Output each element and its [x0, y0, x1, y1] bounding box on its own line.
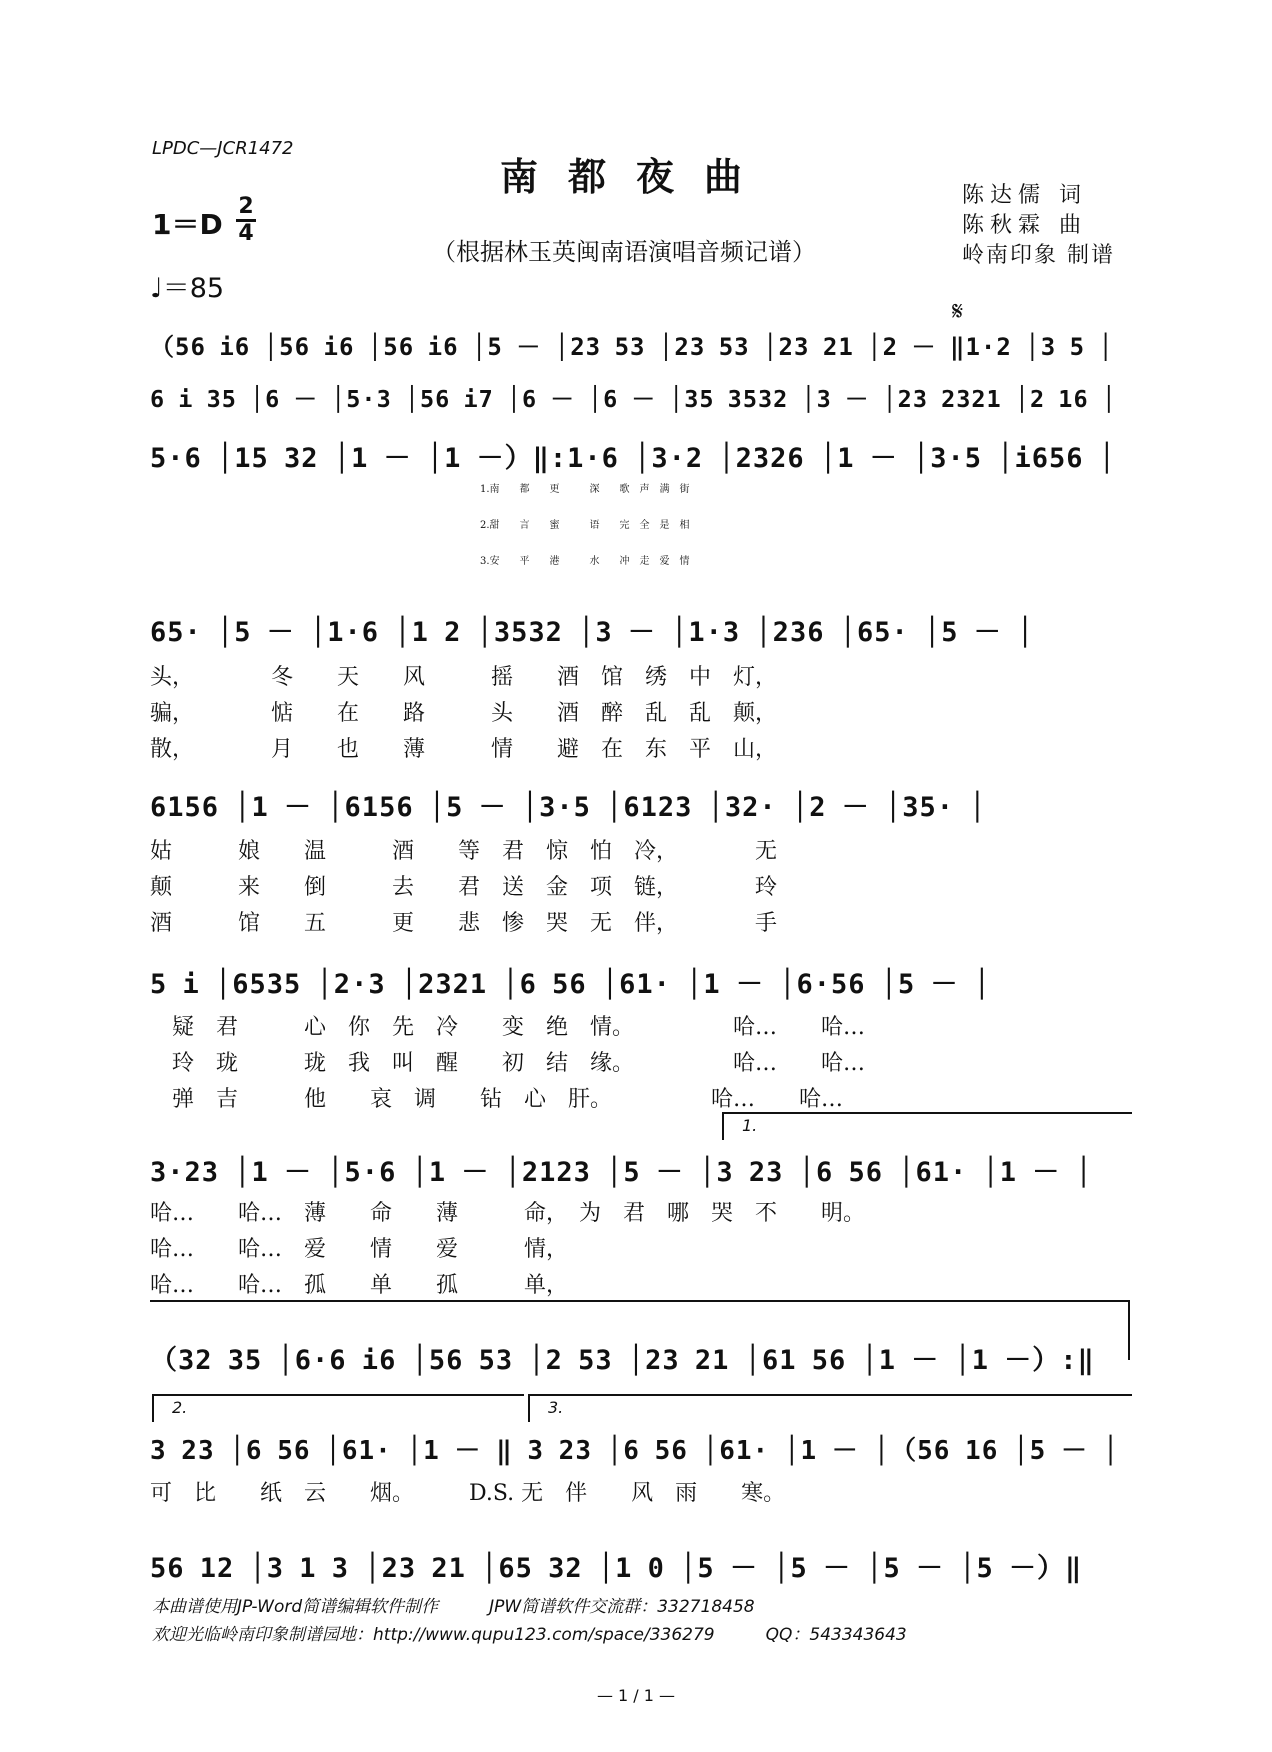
score-line-9: 3 23 │6 56 │61· │1 － ‖ 3 23 │6 56 │61· │1 － │（56 16 │5 － │	[150, 1436, 1120, 1466]
lyric-verse3-line4: 弹 吉 他 哀 调 钻 心 肝。 哈… 哈…	[150, 1087, 844, 1112]
score-line-8: （32 35 │6·6 i6 │56 53 │2 53 │23 21 │61 56 │1 － │1 －）:‖	[150, 1345, 1095, 1376]
segno-sign: 𝄋	[952, 297, 964, 327]
score-line-3: 5·6 │15 32 │1 － │1 －）‖:1·6 │3·2 │2326 │1 － │3·5 │i656 │	[150, 443, 1117, 474]
score-line-4: 65· │5 － │1·6 │1 2 │3532 │3 － │1·3 │236 │65· │5 － │	[150, 617, 1035, 648]
volta-first-ending	[722, 1112, 1132, 1140]
lyric-ending: 可 比 纸 云 烟。 D.S. 无 伴 风 雨 寒。	[150, 1481, 786, 1506]
page-number: — 1 / 1 —	[596, 1686, 676, 1705]
score-line-5: 6156 │1 － │6156 │5 － │3·5 │6123 │32· │2 － │35· │	[150, 792, 987, 823]
volta-first-label: 1.	[742, 1116, 758, 1135]
score-line-2: 6 i 35 │6 － │5·3 │56 i7 │6 － │6 － │35 3532 │3 － │23 2321 │2 16 │	[150, 385, 1117, 413]
score-line-7: 3·23 │1 － │5·6 │1 － │2123 │5 － │3 23 │6 56 │61· │1 － │	[150, 1157, 1093, 1188]
volta-second-ending	[152, 1394, 524, 1422]
lyric-verse2-line5: 哈… 哈… 爱 情 爱 情，	[150, 1237, 569, 1262]
score-line-1: （56 i6 │56 i6 │56 i6 │5 － │23 53 │23 53 │23 21 │2 － ‖1·2 │3 5 │	[150, 333, 1114, 361]
tempo-marking: ♩＝85	[150, 273, 225, 304]
lyric-verse2-line4: 玲 珑 珑 我 叫 醒 初 结 缘。 哈… 哈…	[150, 1051, 866, 1076]
lyric-verse2-line1: 2.甜 言 蜜 语 完 全 是 相	[480, 520, 690, 531]
lyricist-credit: 陈达儒 词	[962, 183, 1087, 208]
lyric-verse1-line4: 疑 君 心 你 先 冷 变 绝 情。 哈… 哈…	[150, 1015, 866, 1040]
lyric-verse3-line1: 3.安 平 港 水 冲 走 爱 情	[480, 556, 690, 567]
time-signature-top: 2	[238, 194, 254, 219]
volta-third-ending	[528, 1394, 1132, 1422]
song-title: 南都夜曲	[499, 154, 772, 199]
volta-third-label: 3.	[548, 1398, 564, 1417]
score-line-6: 5 i │6535 │2·3 │2321 │6 56 │61· │1 － │6·56 │5 － │	[150, 969, 992, 1000]
arranger-credit: 岭南印象 制谱	[962, 243, 1115, 268]
lyric-verse1-line5: 哈… 哈… 薄 命 薄 命， 为 君 哪 哭 不 明。	[150, 1201, 866, 1226]
score-line-10: 56 12 │3 1 3 │23 21 │65 32 │1 0 │5 － │5 － │5 － │5 －）‖	[150, 1553, 1083, 1584]
lyric-verse1-line1: 1.南 都 更 深 歌 声 满 街	[480, 484, 690, 495]
lyric-verse3-line3: 酒 馆 五 更 悲 惨 哭 无 伴， 手	[150, 911, 778, 936]
lyric-verse1-line2: 头， 冬 天 风 摇 酒 馆 绣 中 灯，	[150, 665, 778, 690]
subtitle: （根据林玉英闽南语演唱音频记谱）	[432, 238, 816, 266]
volta-second-label: 2.	[172, 1398, 188, 1417]
lyric-verse2-line2: 骗， 惦 在 路 头 酒 醉 乱 乱 颠，	[150, 701, 778, 726]
time-signature-bottom: 4	[238, 221, 254, 246]
lyric-verse1-line3: 姑 娘 温 酒 等 君 惊 怕 冷， 无	[150, 839, 778, 864]
composer-credit: 陈秋霖 曲	[962, 213, 1087, 238]
score-code: LPDC—JCR1472	[152, 138, 294, 159]
lyric-verse3-line5: 哈… 哈… 孤 单 孤 单，	[150, 1273, 569, 1298]
footer-line-2: 欢迎光临岭南印象制谱园地：http://www.qupu123.com/space/336279 QQ：543343643	[152, 1625, 907, 1645]
time-signature	[236, 196, 256, 245]
footer-line-1: 本曲谱使用JP-Word简谱编辑软件制作 JPW简谱软件交流群：332718458	[152, 1597, 755, 1617]
lyric-verse3-line2: 散， 月 也 薄 情 避 在 东 平 山，	[150, 737, 778, 762]
key-signature: 1＝D	[152, 208, 223, 241]
section-divider	[150, 1300, 1130, 1302]
lyric-verse2-line3: 颠 来 倒 去 君 送 金 项 链， 玲	[150, 875, 778, 900]
